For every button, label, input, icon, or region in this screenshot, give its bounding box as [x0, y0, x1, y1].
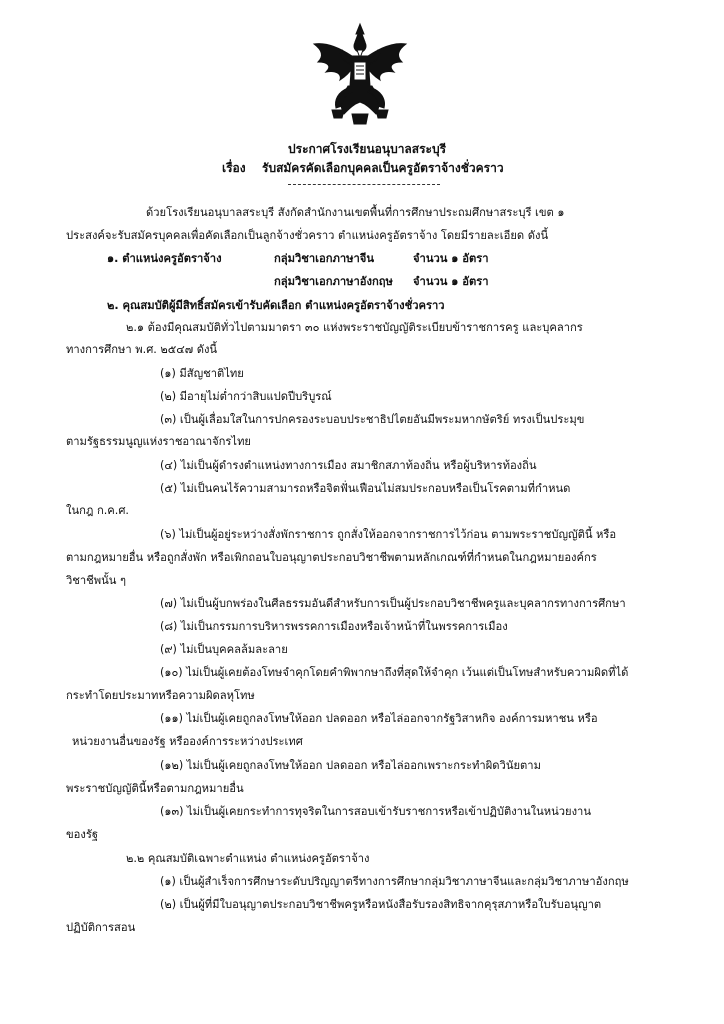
qual-item-6: (๖) ไม่เป็นผู้อยู่ระหว่างสั่งพักราชการ ถูกสั่งให้ออกจากราชการไว้ก่อน ตามพระราชบัญญัตินี้ หรือ — [160, 528, 617, 541]
position-group-chinese: กลุ่มวิชาเอกภาษาจีน — [274, 252, 374, 265]
general-qual-line-1: ๒.๑ ต้องมีคุณสมบัติทั่วไปตามมาตรา ๓๐ แห่งพระราชบัญญัติระเบียบข้าราชการครู และบุคลากร — [126, 321, 583, 334]
qual-item-12: (๑๒) ไม่เป็นผู้เคยถูกลงโทษให้ออก ปลดออก หรือไล่ออกเพราะกระทำผิดวินัยตาม — [160, 759, 541, 772]
specific-qual-item-2: (๒) เป็นผู้ที่มีใบอนุญาตประกอบวิชาชีพครูหรือหนังสือรับรองสิทธิจากคุรุสภาหรือใบรับอนุญาต — [160, 898, 602, 911]
positions-heading: ๑. ตำแหน่งครูอัตราจ้าง — [107, 252, 222, 265]
position-count-english: จำนวน ๑ อัตรา — [413, 275, 489, 288]
specific-qual-item-1: (๑) เป็นผู้สำเร็จการศึกษาระดับปริญญาตรีทางการศึกษากลุ่มวิชาภาษาจีนและกลุ่มวิชาภาษาอังกฤษ — [160, 875, 629, 888]
subject-label: เรื่อง — [222, 161, 246, 175]
position-group-english: กลุ่มวิชาเอกภาษาอังกฤษ — [274, 275, 393, 288]
announcement-title: ประกาศโรงเรียนอนุบาลสระบุรี — [288, 142, 447, 156]
qual-item-10-cont: กระทำโดยประมาทหรือความผิดลหุโทษ — [66, 689, 255, 702]
qual-item-4: (๔) ไม่เป็นผู้ดำรงตำแหน่งทางการเมือง สมาชิกสภาท้องถิ่น หรือผู้บริหารท้องถิ่น — [160, 459, 537, 472]
qual-item-1: (๑) มีสัญชาติไทย — [160, 367, 244, 380]
intro-line-2: ประสงค์จะรับสมัครบุคคลเพื่อคัดเลือกเป็นลูกจ้างชั่วคราว ตำแหน่งครูอัตราจ้าง โดยมีรายละเอียด ดังนี้ — [66, 229, 549, 242]
qual-item-5: (๕) ไม่เป็นคนไร้ความสามารถหรือจิตฟั่นเฟือนไม่สมประกอบหรือเป็นโรคตามที่กำหนด — [160, 482, 571, 495]
qual-item-10: (๑๐) ไม่เป็นผู้เคยต้องโทษจำคุกโดยคำพิพากษาถึงที่สุดให้จำคุก เว้นแต่เป็นโทษสำหรับความผิดที่ได้ — [160, 666, 629, 679]
qual-item-7: (๗) ไม่เป็นผู้บกพร่องในศีลธรรมอันดีสำหรับการเป็นผู้ประกอบวิชาชีพครูและบุคลากรทางการศึกษา — [160, 597, 626, 610]
qual-item-11-cont: หน่วยงานอื่นของรัฐ หรือองค์การระหว่างประเทศ — [72, 735, 303, 748]
qual-item-3-cont: ตามรัฐธรรมนูญแห่งราชอาณาจักรไทย — [66, 435, 251, 448]
header-separator — [288, 184, 440, 185]
qual-item-13: (๑๓) ไม่เป็นผู้เคยกระทำการทุจริตในการสอบเข้ารับราชการหรือเข้าปฏิบัติงานในหน่วยงาน — [160, 805, 591, 818]
qual-item-2: (๒) มีอายุไม่ต่ำกว่าสิบแปดปีบริบูรณ์ — [160, 390, 332, 403]
qual-item-13-cont: ของรัฐ — [66, 828, 99, 841]
qual-item-6-cont-1: ตามกฎหมายอื่น หรือถูกสั่งพัก หรือเพิกถอนใบอนุญาตประกอบวิชาชีพตามหลักเกณฑ์ที่กำหนดในกฎหมายองค์กร — [66, 551, 597, 564]
general-qual-line-2: ทางการศึกษา พ.ศ. ๒๕๔๗ ดังนี้ — [66, 343, 218, 356]
qual-item-5-cont: ในกฎ ก.ค.ศ. — [66, 504, 129, 517]
qual-item-9: (๙) ไม่เป็นบุคคลล้มละลาย — [160, 643, 288, 656]
specific-qual-item-2-cont: ปฏิบัติการสอน — [66, 921, 136, 934]
qual-item-6-cont-2: วิชาชีพนั้น ๆ — [66, 574, 126, 587]
specific-qual-heading: ๒.๒ คุณสมบัติเฉพาะตำแหน่ง ตำแหน่งครูอัตราจ้าง — [126, 852, 370, 865]
intro-line-1: ด้วยโรงเรียนอนุบาลสระบุรี สังกัดสำนักงานเขตพื้นที่การศึกษาประถมศึกษาสระบุรี เขต ๑ — [146, 206, 565, 219]
garuda-emblem-icon — [312, 22, 408, 126]
qual-item-3: (๓) เป็นผู้เลื่อมใสในการปกครองระบอบประชาธิปไตยอันมีพระมหากษัตริย์ ทรงเป็นประมุข — [160, 413, 585, 426]
position-count-chinese: จำนวน ๑ อัตรา — [413, 252, 489, 265]
qualifications-heading: ๒. คุณสมบัติผู้มีสิทธิ์สมัครเข้ารับคัดเลือก ตำแหน่งครูอัตราจ้างชั่วคราว — [107, 299, 445, 312]
qual-item-11: (๑๑) ไม่เป็นผู้เคยถูกลงโทษให้ออก ปลดออก หรือไล่ออกจากรัฐวิสาหกิจ องค์การมหาชน หรือ — [160, 712, 598, 725]
qual-item-8: (๘) ไม่เป็นกรรมการบริหารพรรคการเมืองหรือเจ้าหน้าที่ในพรรคการเมือง — [160, 620, 508, 633]
qual-item-12-cont: พระราชบัญญัตินี้หรือตามกฎหมายอื่น — [66, 782, 244, 795]
subject-text: รับสมัครคัดเลือกบุคคลเป็นครูอัตราจ้างชั่วคราว — [262, 161, 504, 175]
